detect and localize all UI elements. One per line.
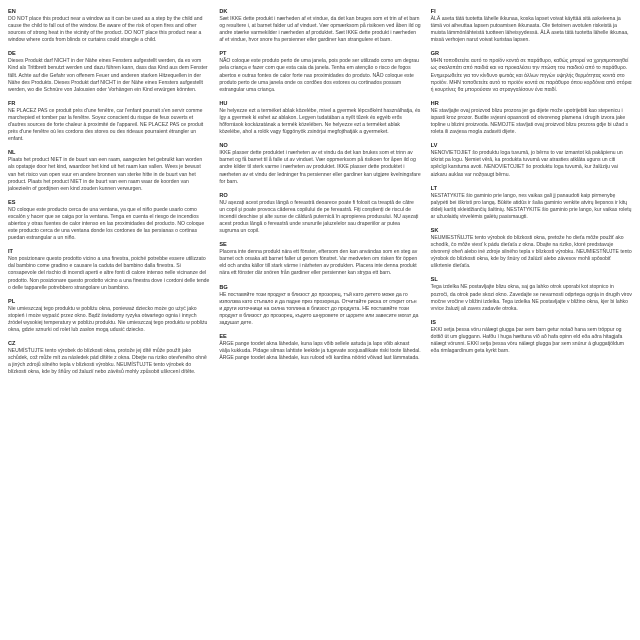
column-left xyxy=(8,9,209,640)
warning-section-it xyxy=(8,249,209,291)
warning-text: NEUMÍSŤUJTE tento výrobek do blízkosti okna, protože jej dítě může použít jako schůdek, což může mít za následek pád dítěte z okna. Dbejte na riziko otevřeného ohně a jiných zdrojů silného tepla v blízkosti výrobku. NEUMÍSŤUJTE tento výrobek do blízkosti okna, kde by šňůry od žaluzií nebo závěsů mohly způsobit uškrcení dítěte. xyxy=(8,348,207,376)
language-code: FI xyxy=(430,9,436,15)
language-code: EE xyxy=(219,334,227,340)
language-code: BG xyxy=(219,284,228,291)
language-code: SL xyxy=(430,277,438,284)
warning-text: ΜΗΝ τοποθετείτε αυτό το προϊόν κοντά σε παράθυρο, καθώς μπορεί να χρησιμοποιηθεί ως σκαλοπάτι από παιδιά και να προκαλέσει την πτώση του παιδιού από το παράθυρο. Ενημερωθείτε για τον κίνδυνο φωτιάς και άλλων πηγών υψηλής θερμότητας κοντά στο προϊόν. ΜΗΝ τοποθετείτε αυτό το προϊόν κοντά σε παράθυρο όπου κορδόνια από στόρια ή κουρτίνες θα μπορούσαν να στραγγαλίσουν ένα παιδί. xyxy=(430,58,632,93)
warning-section-gr xyxy=(431,51,632,93)
warning-text: NE stavljajte ovaj proizvod blizu prozora jer ga dijete može upotrijebiti kao stepenicu i ispasti kroz prozor. Budite svjesni opasnosti od otvorenog plamena i drugih izvora jake topline u blizini proizvoda. NEMOJTE stavljati ovaj proizvod blizu prozora gdje bi užad s roleta ili zavjesa mogla zadaviti dijete. xyxy=(430,107,628,136)
warning-section-lv xyxy=(431,143,632,178)
warning-section-cz xyxy=(8,341,209,376)
warning-section-hr xyxy=(431,101,632,136)
language-code: CZ xyxy=(8,341,16,348)
warning-text: Placera inte denna produkt nära ett fönster, eftersom den kan användas som en steg av barnet och orsaka att barnet faller ut genom fönstret. Var medveten om risken för öppen eld och andra källor till stark värme i närheten av produkten. Placera inte denna produkt nära ett fönster där snören från gardiner eller persienner kan strypa ett barn. xyxy=(219,249,418,277)
language-code: IS xyxy=(430,319,436,326)
language-code: NL xyxy=(8,150,16,157)
warning-section-sl xyxy=(431,277,632,312)
language-code: SK xyxy=(430,227,439,234)
warning-section-fi xyxy=(431,9,632,44)
language-code: LT xyxy=(430,185,438,192)
warning-section-bg xyxy=(219,285,420,327)
language-code: DE xyxy=(8,51,16,58)
warning-text: NE PLACEZ PAS ce produit près d'une fenêtre, car l'enfant pourrait s'en servir comme marchepied et tomber par la fenêtre. Soyez conscient du risque de feux ouverts et d'autres sources de forte chaleur à proximité de l'appareil. NE PLACEZ PAS ce produit près d'une fenêtre où les cordons des stores ou des rideaux pourraient étrangler un enfant. xyxy=(8,107,204,143)
warning-text: Tega izdelka NE postavljajte blizu okna, saj ga lahko otrok uporabi kot stopnico in pozroči, da otrok pade skozi okno. Zavedajte se nevarnosti odprtega ognja in drugih virov močne vročine v bližini izdelka. Tega izdelka NE postavljajte v bližino okna, kjer bi lahko vrvice žaluzij ali zaves zadavile otroka. xyxy=(430,284,632,312)
warning-text: ÄLÄ aseta tätä tuotetta lähelle ikkunaa, koska lapset voivat käyttää sitä askeleena ja tämä voi aiheuttaa lapsen putoamisen ikkunasta. Ole tietoinen avotulen riskeistä ja muista lämmönlähteistä tuotteen läheisyydessä. ÄLÄ aseta tätä tuotetta lähelle ikkunaa, missä verhojen narut voivat kuristaa lapsen. xyxy=(430,16,629,44)
language-code: LV xyxy=(430,143,438,150)
warning-text: IKKE plasser dette produktet i nærheten av et vindu da det kan brukes som et trinn av barnet og få barnet til å falle ut av vinduet. Vær oppmerksom på risikoen for åpen ild og andre kilder til sterk varme i nærheten av produktet. IKKE plasser dette produktet i nærheten av et vindu der ledninger fra persienner eller gardiner kan utgjøre kvelningsfare for barn. xyxy=(219,150,421,185)
language-code: HR xyxy=(430,100,439,107)
language-code: SE xyxy=(219,242,227,249)
warning-section-sk xyxy=(431,228,632,270)
warning-section-dk xyxy=(219,9,420,44)
warning-text: ÄRGE pange toodet akna lähedale, kuna laps võib sellele astuda ja laps võib aknast välja kukkuda. Pidage silmas lahtiste leekide ja tugevate soojusallikate riski toote lähedal. ÄRGE pange toodet akna lähedale, kus rulood või kardina nöörid võivad last lämmatada. xyxy=(219,341,421,362)
language-code: GR xyxy=(430,51,440,58)
warning-section-lt xyxy=(431,186,632,221)
warning-text: Nie umieszczaj tego produktu w pobliżu okna, ponieważ dziecko może go użyć jako stopień i może wypaść przez okno. Bądź świadomy ryzyka otwartego ognia i innych źródeł wysokiej temperatury w pobliżu produktu. Nie umieszczaj tego produktu w pobliżu okna, gdzie sznurki od rolet lub zasłon mogą udusić dziecko. xyxy=(8,305,208,333)
warning-text: Ne helyezze ezt a terméket ablak közelébe, mivel a gyermek lépcsőként használhatja, és így a gyermek ki eshet az ablakon. Legyen tudatában a nyílt tűzek és egyéb erős hőforrások kockázatának a termék közelében. Ne helyezze ezt a terméket ablak közelébe, ahol a rolók vagy függönyök zsinórjai megfojthatják a gyermeket. xyxy=(219,107,421,136)
warning-section-ro xyxy=(219,193,420,235)
language-code: NO xyxy=(219,143,228,150)
warning-section-pt xyxy=(219,51,420,93)
warning-section-pl xyxy=(8,299,209,334)
language-code: DK xyxy=(219,9,228,15)
warning-text: Non posizionare questo prodotto vicino a una finestra, poiché potrebbe essere utilizzato dal bambino come gradino e causare la caduta del bambino dalla finestra. Si consapevole del rischio di incendi aperti e altre fonti di calore intenso nelle vicinanze del prodotto. Non posizionare questo prodotto vicino a una finestra dove i cordoni delle tende o delle tapparelle potrebbero strangolare un bambino. xyxy=(8,256,210,291)
warning-section-fr xyxy=(8,101,209,143)
warning-text: Sæt IKKE dette produkt i nærheden af et vindue, da det kan bruges som et trin af et barn og resultere i, at barnet falder ud af vinduet. Vær opmærksom på risikoen ved åben ild og andre stærke varmekilder i nærheden af produktet. Sæt IKKE dette produkt i nærheden af et vindue, hvor snore fra persienner eller gardiner kan strangulere et barn. xyxy=(219,16,421,44)
language-code: EN xyxy=(8,9,16,15)
warning-text: Plaats het product NIET in de buurt van een raam, aangezien het gebruikt kan worden als opstapje door het kind, waardoor het kind uit het raam kan vallen. Wees je bewust van het risico van open vuur en andere bronnen van sterke hitte in de buurt van het product. Plaats het product NIET in de buurt van een raam waar de koorden van jaloezieën of gordijnen een kind zouden kunnen verwurgen. xyxy=(8,157,203,192)
warning-text: NO coloque este producto cerca de una ventana, ya que el niño puede usarlo como escalón y hacer que se caiga por la ventana. Tenga en cuenta el riesgo de incendios abiertos y otras fuentes de calor intenso en las proximidades del producto. NO coloque este producto cerca de una ventana donde los cordones de las persianas o cortinas puedan estrangular a un niño. xyxy=(8,206,205,242)
warning-section-ee xyxy=(219,334,420,362)
language-code: PL xyxy=(8,298,16,305)
warning-text: EKKI setja þessa vöru nálægt glugga þar sem barn getur notað hana sem tröppur og dottið út um gluggann. Hafðu í huga hættuna við að hafa opinn eld eða aðra hitagjafa nálægt vörunni. EKKI setja þessa vöru nálægt glugga þar sem snúrur á gluggatjöldum eða rimlagardínum geta kyrkt barn. xyxy=(430,326,625,355)
language-code: FR xyxy=(8,100,16,107)
warning-text: NENOVIETOJIET šo produktu loga tuvumā, jo bērns to var izmantot kā pakāpienu un izkrist pa logu. Ņemiet vērā, ka produkta tuvumā var atrasties atklāta uguns un citi spēcīgi karstuma avoti. NENOVIETOJIET šo produktu loga tuvumā, kur žalūziju vai aizkaru auklas var nožņaugt bērnu. xyxy=(430,150,623,178)
warning-text: NÃO coloque este produto perto de uma janela, pois pode ser utilizado como um degrau pela criança e fazer com que esta caia da janela. Tenha em atenção o risco de fogos abertos e outras fontes de calor forte nas proximidades do produto. NÃO coloque este produto perto de uma janela onde os cordões dos estores ou cortinados possam estrangular uma criança. xyxy=(219,58,419,93)
language-code: PT xyxy=(219,51,227,58)
warning-text: NU așezați acest produs lângă o fereastră deoarece poate fi folosit ca treaptă de către un copil și poate provoca căderea copilului de pe fereastră. Fiți conștienți de riscul de incendii deschise și alte surse de căldură puternică în apropierea produsului. NU așezați acest produs lângă o fereastră unde snururile jaluzelelor sau draperiilor ar putea sugruma un copil. xyxy=(219,199,419,235)
warning-text: DO NOT place this product near a window as it can be used as a step by the child and cause the child to fall out of the window. Be aware of the risk of open fires and other sources of strong heat in the vicinity of the product. DO NOT place this product near a window where cords from blinds or curtains could strangle a child. xyxy=(8,16,203,44)
warning-section-de xyxy=(8,51,209,93)
language-code: ES xyxy=(8,199,16,206)
warning-text: НЕ поставяйте този продукт в близост до прозорец, тъй като детето може да го използва като стъпало и да падне през прозореца. Отчитайте риска от открит огън и други източници на силна топлина в близост до продукта. НЕ поставяйте този продукт в близост до прозорец, където шнуровете от щорите или завесите могат да задушат дете. xyxy=(219,291,419,326)
warning-text: Dieses Produkt darf NICHT in der Nähe eines Fensters aufgestellt werden, da es vom Kind als Trittbrett benutzt werden und dazu führen kann, dass das Kind aus dem Fenster fällt. Achte auf die Gefahr von offenem Feuer und anderen starken Hitzequellen in der Nähe des Produkts. Dieses Produkt darf NICHT in der Nähe eines Fensters aufgestellt werden, wo die Schnüre von Jalousien oder Vorhängen ein Kind erwürgen könnten. xyxy=(8,58,208,93)
warning-section-es xyxy=(8,200,209,242)
language-code: RO xyxy=(219,192,228,199)
warning-section-en xyxy=(8,9,209,44)
warning-text: NEUMIESTŇUJTE tento výrobok do blízkosti okna, pretože ho dieťa môže použiť ako schodík, čo môže viesť k pádu dieťaťa z okna. Dbajte na riziko, ktoré predstavuje otvorený oheň alebo iné zdroje silného tepla v blízkosti výrobku. NEUMIESTŇUJTE tento výrobok do blízkosti okna, kde by šnúry od žalúzií alebo závesov mohli spôsobiť uškrtenie dieťaťa. xyxy=(430,234,632,270)
warning-section-hu xyxy=(219,101,420,136)
language-code: IT xyxy=(8,249,13,256)
language-code: HU xyxy=(219,100,228,107)
column-right xyxy=(431,9,632,640)
warning-text: NESTATYKITE šio gaminio prie lango, nes vaikas gali jį panaudoti kaip pirmenybę palypėti bei iškristi pro langą. Būkite atidūs ir šalia gaminio venkite atvirų liepsnos ir kitų didelį karštį skleidžiančių šaltinių. NESTATYKITE šio gaminio prie lango, kur vaikas roletų ar užuolaidų virvelėmis galėtų pasismaugti. xyxy=(430,192,632,220)
warning-section-no xyxy=(219,143,420,185)
column-middle xyxy=(219,9,420,640)
warning-section-se xyxy=(219,242,420,277)
warning-section-is xyxy=(431,320,632,355)
warning-section-nl xyxy=(8,150,209,192)
